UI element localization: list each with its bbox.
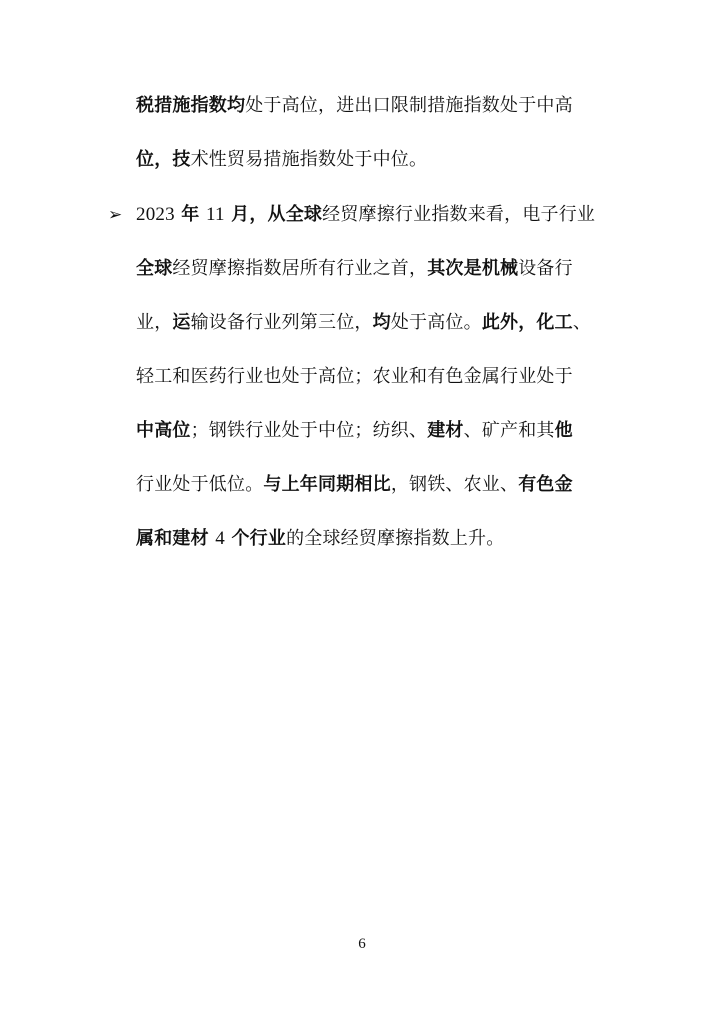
text-span: 个 bbox=[224, 528, 250, 549]
text-span: 业， bbox=[136, 312, 173, 333]
text-span: ；钢铁行业处于中位；纺织、 bbox=[190, 420, 428, 441]
text-span: 的全球经贸摩擦指数上升。 bbox=[286, 528, 505, 549]
text-span: 年 bbox=[174, 204, 206, 225]
text-line-2 bbox=[136, 145, 427, 175]
page-number: 6 bbox=[358, 936, 366, 952]
text-span: 轻工和医药行业也处于高位；农业和有色金属行业处于 bbox=[136, 366, 573, 387]
text-span: 与上年同期相比 bbox=[263, 474, 391, 495]
text-span: 11 bbox=[205, 204, 225, 225]
text-span: 运 bbox=[172, 312, 191, 333]
text-span: 全球 bbox=[136, 258, 173, 279]
text-span: ，钢铁、农业、 bbox=[390, 474, 519, 495]
text-span: 中高位 bbox=[136, 420, 191, 441]
text-line-1 bbox=[136, 91, 573, 121]
text-span: 2023 bbox=[136, 204, 175, 225]
text-line-3 bbox=[136, 200, 595, 230]
text-span: 处于高位，进出口限制措施指数处于中高 bbox=[245, 95, 573, 116]
text-span: 行业处于低位。 bbox=[136, 474, 264, 495]
text-span: 处于高位。 bbox=[390, 312, 482, 333]
text-line-5 bbox=[136, 308, 591, 338]
text-span: 设备行 bbox=[518, 258, 573, 279]
text-span: 技 bbox=[172, 149, 191, 170]
text-span: 4 bbox=[215, 528, 225, 549]
text-span: 有色金 bbox=[518, 474, 573, 495]
text-span: 属和建材 bbox=[136, 528, 216, 549]
text-span: 输设备行业列第三位， bbox=[190, 312, 373, 333]
text-line-6 bbox=[136, 362, 573, 392]
arrow-bullet-icon: ➢ bbox=[108, 205, 123, 225]
text-line-4 bbox=[136, 254, 573, 284]
text-span: 建材 bbox=[427, 420, 464, 441]
text-line-7 bbox=[136, 416, 573, 446]
text-span: 、矿产和其 bbox=[463, 420, 555, 441]
text-span: 月，从全球 bbox=[224, 204, 323, 225]
text-line-8 bbox=[136, 470, 573, 500]
text-span: 此外，化工 bbox=[481, 312, 573, 333]
text-line-9 bbox=[136, 524, 504, 554]
text-span: 位， bbox=[136, 149, 173, 170]
text-span: 均 bbox=[372, 312, 391, 333]
text-span: 行业 bbox=[249, 528, 287, 549]
text-span: 、 bbox=[572, 312, 592, 333]
text-span: 他 bbox=[554, 420, 573, 441]
text-span: 术性贸易措施指数处于中位。 bbox=[190, 149, 428, 170]
text-span: 经贸摩擦行业指数来看，电子行业 bbox=[322, 204, 596, 225]
text-span: 其次是机械 bbox=[427, 258, 519, 279]
text-span: 税措施指数均 bbox=[136, 95, 246, 116]
text-span: 经贸摩擦指数居所有行业之首， bbox=[172, 258, 428, 279]
